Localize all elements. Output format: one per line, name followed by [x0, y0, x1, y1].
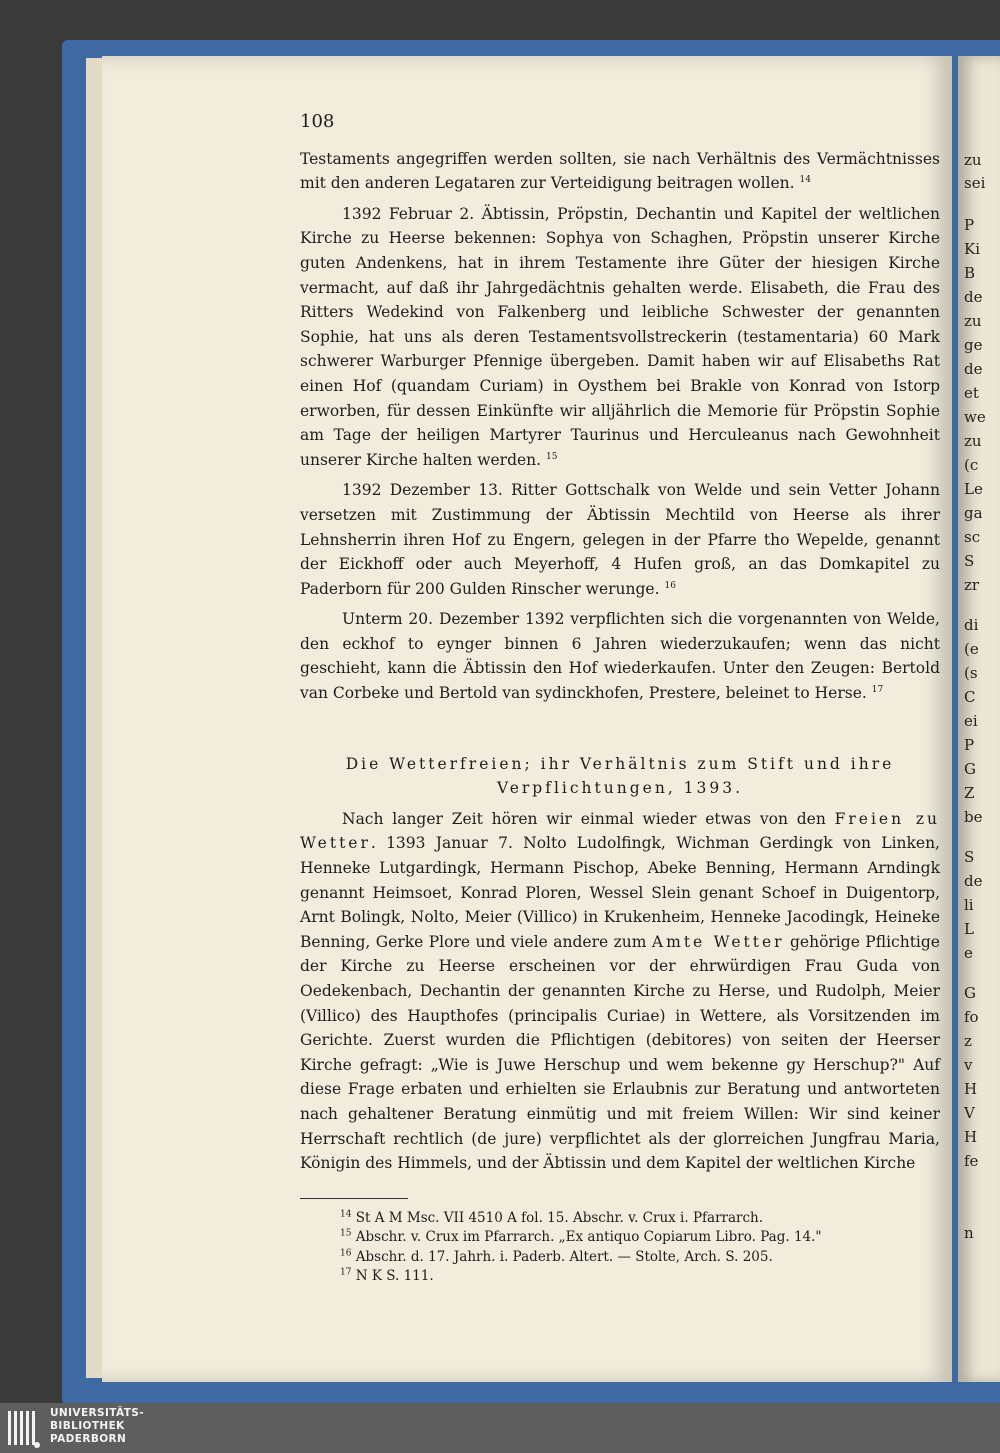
- next-page-fragment: H: [964, 1128, 978, 1146]
- footnote-text: Abschr. v. Crux im Pfarrarch. „Ex antiquo Copiarum Libro. Pag. 14.": [355, 1229, 822, 1246]
- next-page-fragment: sei: [964, 174, 986, 192]
- footnote-text: N K S. 111.: [355, 1268, 434, 1285]
- next-page-fragment: zu: [964, 151, 982, 169]
- paragraph-2: [300, 202, 940, 473]
- next-page-fragment: fe: [964, 1152, 979, 1170]
- next-page-fragment: (s: [964, 664, 978, 682]
- footnote: [340, 1267, 940, 1287]
- footnote-ref-17: 17: [871, 684, 884, 695]
- next-page-fragment: et: [964, 384, 979, 402]
- footnote: [340, 1209, 940, 1229]
- paragraph-5-spaced-1: Freien zu Wetter: [300, 809, 940, 853]
- next-page-fragment: be: [964, 808, 983, 826]
- paragraph-4-text: Unterm 20. Dezember 1392 verpflichten sich die vorgenannten von Welde, den eckhof to eynger binnen 6 Jahren wiederzukaufen; wenn das nicht geschieht, kann die Äbtissin den Hof wiederkaufen. Unter den Zeugen: Bertold van Corbeke und Bertold van sydinckhofen, Prestere, beleinet to Herse.: [300, 610, 940, 703]
- next-page-fragment: we: [964, 408, 986, 426]
- next-page-fragment: Z: [964, 784, 975, 802]
- logo-line: UNIVERSITÄTS-: [50, 1407, 145, 1419]
- next-page-fragment: ga: [964, 504, 983, 522]
- next-page-fragment: n: [964, 1224, 974, 1242]
- footnote-divider: [300, 1198, 408, 1199]
- footnote: [340, 1248, 940, 1268]
- footnote-text: Abschr. d. 17. Jahrh. i. Paderb. Altert. — Stolte, Arch. S. 205.: [355, 1248, 773, 1265]
- next-page-fragment: v: [964, 1056, 973, 1074]
- paragraph-5-spaced-2: Amte Wetter: [651, 932, 785, 951]
- library-logo-icon: [6, 1409, 42, 1449]
- next-page-fragment: di: [964, 616, 979, 634]
- paragraph-5-part-a: Nach langer Zeit hören wir einmal wieder etwas von den: [342, 809, 835, 828]
- next-page-fragment: sc: [964, 528, 981, 546]
- paragraph-3: [300, 478, 940, 601]
- next-page-fragment: Ki: [964, 240, 981, 258]
- footnotes: [300, 1209, 940, 1287]
- next-page-fragment: V: [964, 1104, 975, 1122]
- paragraph-1-text: Testaments angegriffen werden sollten, sie nach Verhältnis des Vermächtnisses mit den anderen Legataren zur Verteidigung beitragen wollen.: [300, 149, 940, 193]
- page-number: 108: [300, 111, 335, 132]
- next-page-fragment: G: [964, 760, 976, 778]
- next-page-fragment: fo: [964, 1008, 979, 1026]
- next-page-fragment: (e: [964, 640, 979, 658]
- next-page-fragment: Le: [964, 480, 983, 498]
- next-page-edge: [958, 56, 1000, 1382]
- library-footer: [0, 1403, 1000, 1453]
- next-page-fragment: de: [964, 360, 983, 378]
- next-page-fragment: ei: [964, 712, 978, 730]
- logo-line: PADERBORN: [50, 1433, 127, 1445]
- section-heading: Die Wetterfreien; ihr Verhältnis zum Stift und ihre Verpflichtungen, 1393.: [345, 754, 895, 798]
- next-page-fragment: L: [964, 920, 974, 938]
- next-page-fragment: S: [964, 552, 975, 570]
- paragraph-2-text: 1392 Februar 2. Äbtissin, Pröpstin, Dechantin und Kapitel der weltlichen Kirche zu Heerse bekennen: Sophya von Schaghen, Pröpstin unserer Kirche guten Andenkens, hat in ihrem Testamente ihre Güter der hiesigen Kirche vermacht, auf daß ihr Jahrgedächtnis gehalten werde. Elisabeth, die Frau des Ritters Wedekind von Falkenberg und leibliche Schwester der genannten Sophie, hat uns als deren Testamentsvollstreckerin (testamentaria) 60 Mark schwerer Warburger Pfennige übergeben. Damit haben wir auf Elisabeths Rat einen Hof (quandam Curiam) in Oysthem bei Brakle von Konrad von Istorp erworben, für dessen Einkünfte wir alljährlich die Memorie für Pröpstin Sophie am Tage der heiligen Martyrer Taurinus und Herculeanus nach Gewohnheit unserer Kirche halten werden.: [300, 204, 940, 469]
- paragraph-5-part-c: gehörige Pflichtige der Kirche zu Heerse erscheinen vor der ehrwürdigen Frau Guda von Oedekenbach, Dechantin der genannten Kirche zu Herse, und Rudolph, Meier (Villico) des Haupthofes (principalis Curiae) in Wettere, als Vorsitzenden im Gerichte. Zuerst wurden die Pflichtigen (debitores) von seiten der Heerser Kirche gefragt: „Wie is Juwe Herschup und wem bekenne gy Herschup?" Auf diese Frage erbaten und erhielten sie Erlaubnis zur Beratung und antworteten nach gehaltener Beratung einmütig und mit freiem Willen: Wir sind keiner Herrschaft rechtlich (de jure) verpflichtet als der glorreichen Jungfrau Maria, Königin des Himmels, und der Äbtissin und dem Kapitel der weltlichen Kirche: [300, 932, 940, 1173]
- next-page-fragment: e: [964, 944, 973, 962]
- next-page-fragment: (c: [964, 456, 979, 474]
- next-page-fragment: li: [964, 896, 974, 914]
- next-page-fragment: B: [964, 264, 976, 282]
- next-page-fragment: de: [964, 288, 983, 306]
- next-page-fragment: de: [964, 872, 983, 890]
- next-page-fragment: z: [964, 1032, 972, 1050]
- next-page-fragment: C: [964, 688, 976, 706]
- page-content: [300, 110, 940, 1287]
- paragraph-5: [300, 807, 940, 1176]
- next-page-fragment: G: [964, 984, 976, 1002]
- footnote-ref-14: 14: [799, 175, 811, 186]
- page-edges: [86, 58, 102, 1378]
- footnote-number: 14: [340, 1209, 352, 1220]
- next-page-fragment: zr: [964, 576, 980, 594]
- next-page-fragment: P: [964, 216, 975, 234]
- footnote-text: St A M Msc. VII 4510 A fol. 15. Abschr. v. Crux i. Pfarrarch.: [355, 1209, 764, 1226]
- footnote-number: 17: [340, 1267, 352, 1278]
- logo-line: BIBLIOTHEK: [50, 1420, 125, 1432]
- library-logo-text: [50, 1407, 144, 1446]
- footnote-ref-15: 15: [546, 451, 558, 462]
- footnote-number: 15: [340, 1228, 352, 1239]
- next-page-fragment: H: [964, 1080, 978, 1098]
- next-page-fragment: ge: [964, 336, 983, 354]
- paragraph-1: [300, 147, 940, 196]
- paragraph-5-part-b: . 1393 Januar 7. Nolto Ludolfingk, Wichman Gerdingk von Linken, Henneke Lutgardingk, Hermann Pischop, Abeke Benning, Hermann Arndingk genannt Heimsoet, Konrad Ploren, Wessel Slein genant Schoef in Duigentorp, Arnt Bolingk, Nolto, Meier (Villico) in Krukenheim, Henneke Jacodingk, Heineke Benning, Gerke Plore und viele andere zum: [300, 834, 940, 951]
- next-page-fragment: P: [964, 736, 975, 754]
- paragraph-4: [300, 607, 940, 705]
- next-page-fragment: zu: [964, 312, 982, 330]
- footnote-number: 16: [340, 1248, 352, 1259]
- paragraph-3-text: 1392 Dezember 13. Ritter Gottschalk von Welde und sein Vetter Johann versetzen mit Zustimmung der Äbtissin Mechtild von Heerse als ihrer Lehnsherrin ihren Hof zu Engern, gelegen in der Pfarre tho Wepelde, genannt der Eickhoff oder auch Meyerhoff, 4 Hufen groß, an das Domkapitel zu Paderborn für 200 Gulden Rinscher werunge.: [300, 481, 940, 598]
- footnote-ref-16: 16: [664, 580, 676, 591]
- footnote: [340, 1228, 940, 1248]
- next-page-fragment: zu: [964, 432, 982, 450]
- next-page-fragment: S: [964, 848, 975, 866]
